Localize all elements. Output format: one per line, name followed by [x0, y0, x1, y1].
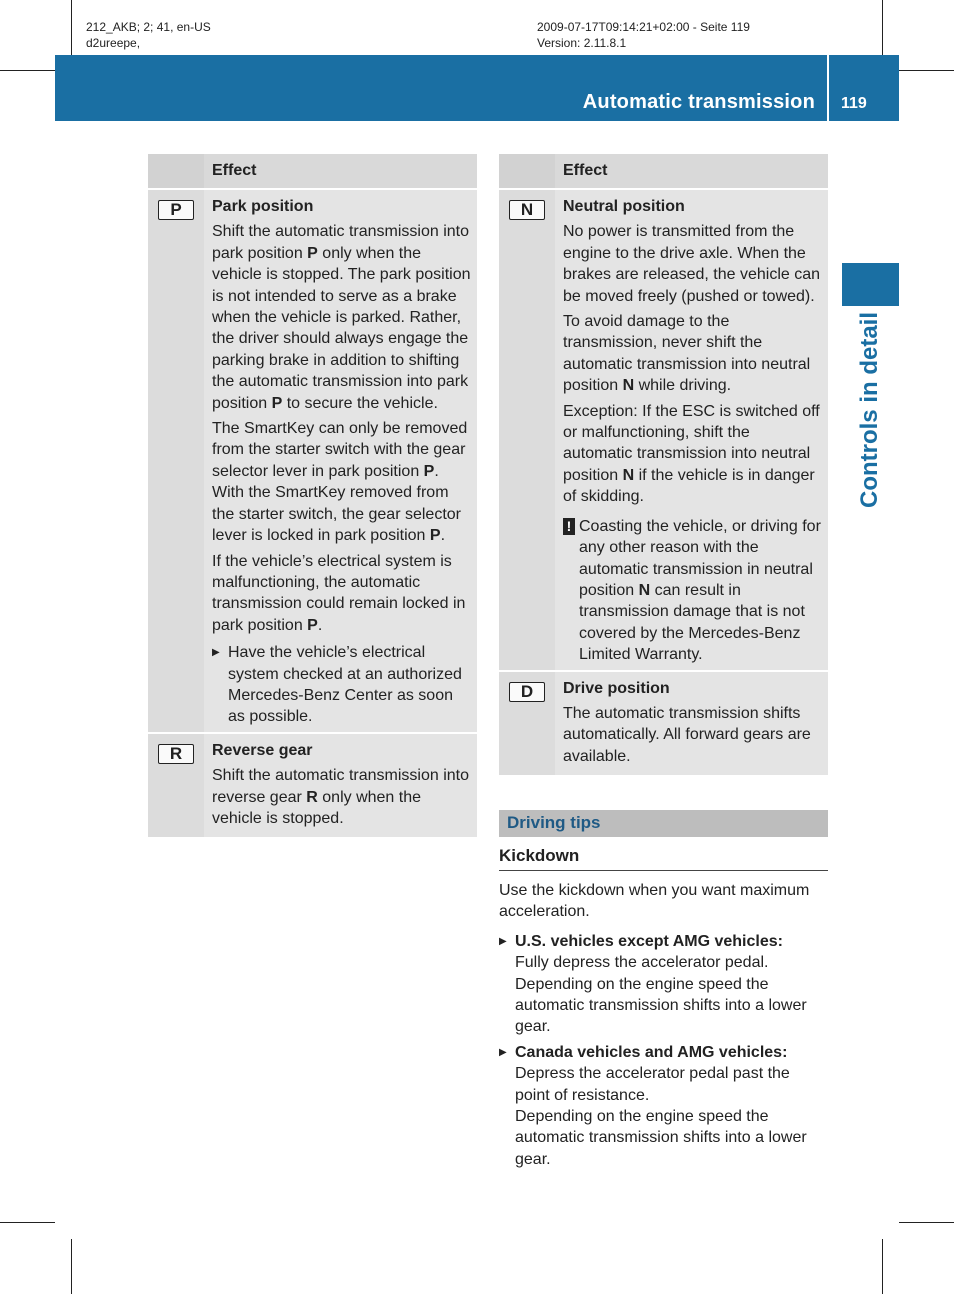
- instruction-text: Depending on the engine speed the automatic transmission shifts into a lower gear.: [515, 975, 807, 1036]
- crop-mark: [882, 1239, 883, 1294]
- subsection-title: Kickdown: [499, 846, 828, 871]
- table-header-cell: [148, 154, 204, 188]
- paragraph: To avoid damage to the transmission, never shift the automatic transmission into neutral position N while driving.: [563, 313, 811, 395]
- row-title: Park position: [212, 198, 314, 215]
- paragraph: Exception: If the ESC is switched off or malfunctioning, shift the automatic transmission into neutral position N if the vehicle is in danger of skidding.: [563, 402, 820, 506]
- table-header-cell: [499, 154, 555, 188]
- page-number: 119: [841, 95, 867, 112]
- effect-cell: [555, 672, 828, 776]
- page-title: Automatic transmission: [582, 91, 815, 113]
- table-row: [499, 188, 828, 670]
- crop-mark: [882, 0, 883, 55]
- instruction-bullet: [499, 1042, 828, 1170]
- paragraph: The SmartKey can only be removed from the starter switch with the gear selector lever in park position P. With the SmartKey removed from the starter switch, the gear selector lever is locked in park position P.: [212, 420, 468, 545]
- table-row: [148, 732, 477, 838]
- meta-line: 212_AKB; 2; 41, en-US: [86, 20, 211, 34]
- kickdown-body: [499, 880, 828, 1170]
- warning-note: ! Coasting the vehicle, or driving for any other reason with the automatic transmission in neutral position N can result in transmission damage that is not covered by the Mercedes-Benz Limited Warranty.: [563, 516, 822, 666]
- crop-mark: [0, 1222, 55, 1223]
- print-meta-left: [86, 19, 211, 51]
- gear-cell: [148, 734, 204, 838]
- meta-line: 2009-07-17T09:14:21+02:00 - Seite 119: [537, 20, 750, 34]
- gear-cell: [148, 190, 204, 732]
- crop-mark: [0, 70, 55, 71]
- gear-cell: [499, 190, 555, 670]
- gear-p-icon: P: [158, 200, 194, 220]
- gear-cell: [499, 672, 555, 776]
- chapter-tab-label: Controls in detail: [856, 311, 883, 509]
- section-heading-bar: [499, 810, 828, 837]
- action-bullet: ▶ Have the vehicle’s electrical system checked at an authorized Mercedes-Benz Center as soon as possible.: [212, 642, 471, 728]
- paragraph: No power is transmitted from the engine to the drive axle. When the brakes are released, the vehicle can be moved freely (pushed or towed).: [563, 223, 821, 305]
- intro-paragraph: Use the kickdown when you want maximum acceleration.: [499, 882, 810, 921]
- gear-positions-table-right: [499, 154, 828, 775]
- gear-r-icon: R: [158, 744, 194, 764]
- paragraph: Shift the automatic transmission into park position P only when the vehicle is stopped. The park position is not intended to serve as a brake when the vehicle is parked. Rather, the driver should always engage the parking brake in addition to shifting the automatic transmission into park position P to secure the vehicle.: [212, 223, 471, 412]
- section-title: Driving tips: [507, 813, 601, 832]
- paragraph: If the vehicle’s electrical system is malfunctioning, the automatic transmission could remain locked in park position P.: [212, 552, 466, 634]
- chapter-tab-marker: [842, 263, 899, 306]
- effect-cell: [555, 190, 828, 670]
- row-title: Reverse gear: [212, 741, 313, 759]
- table-header-row: [499, 154, 828, 188]
- row-title: Neutral position: [563, 198, 685, 215]
- crop-mark: [899, 70, 954, 71]
- crop-mark: [71, 0, 72, 55]
- meta-line: Version: 2.11.8.1: [537, 36, 627, 50]
- print-meta-right: [537, 19, 750, 51]
- gear-n-icon: N: [509, 200, 545, 220]
- effect-cell: [204, 190, 477, 732]
- page-header: [55, 55, 899, 121]
- paragraph: Shift the automatic transmission into reverse gear R only when the vehicle is stopped.: [212, 767, 470, 827]
- instruction-text: Fully depress the accelerator pedal.: [515, 954, 769, 972]
- instruction-label: ▶ U.S. vehicles except AMG vehicles:: [515, 932, 783, 950]
- crop-mark: [899, 1222, 954, 1223]
- table-header-row: [148, 154, 477, 188]
- instruction-text: Depending on the engine speed the automatic transmission shifts into a lower gear.: [515, 1108, 807, 1168]
- meta-line: d2ureepe,: [86, 36, 141, 50]
- effect-cell: [204, 734, 477, 838]
- instruction-label: ▶ Canada vehicles and AMG vehicles:: [515, 1043, 788, 1061]
- instruction-text: Depress the accelerator pedal past the point of resistance.: [515, 1065, 790, 1104]
- gear-d-icon: D: [509, 682, 545, 702]
- instruction-bullet: [499, 931, 828, 1038]
- table-row: [148, 188, 477, 732]
- effect-header: Effect: [204, 154, 477, 188]
- table-row: [499, 670, 828, 776]
- gear-positions-table-left: [148, 154, 477, 837]
- crop-mark: [71, 1239, 72, 1294]
- effect-header: Effect: [555, 154, 828, 188]
- row-title: Drive position: [563, 679, 670, 697]
- paragraph: The automatic transmission shifts automatically. All forward gears are available.: [563, 704, 811, 765]
- header-divider: [827, 55, 829, 121]
- warning-icon: !: [563, 518, 575, 535]
